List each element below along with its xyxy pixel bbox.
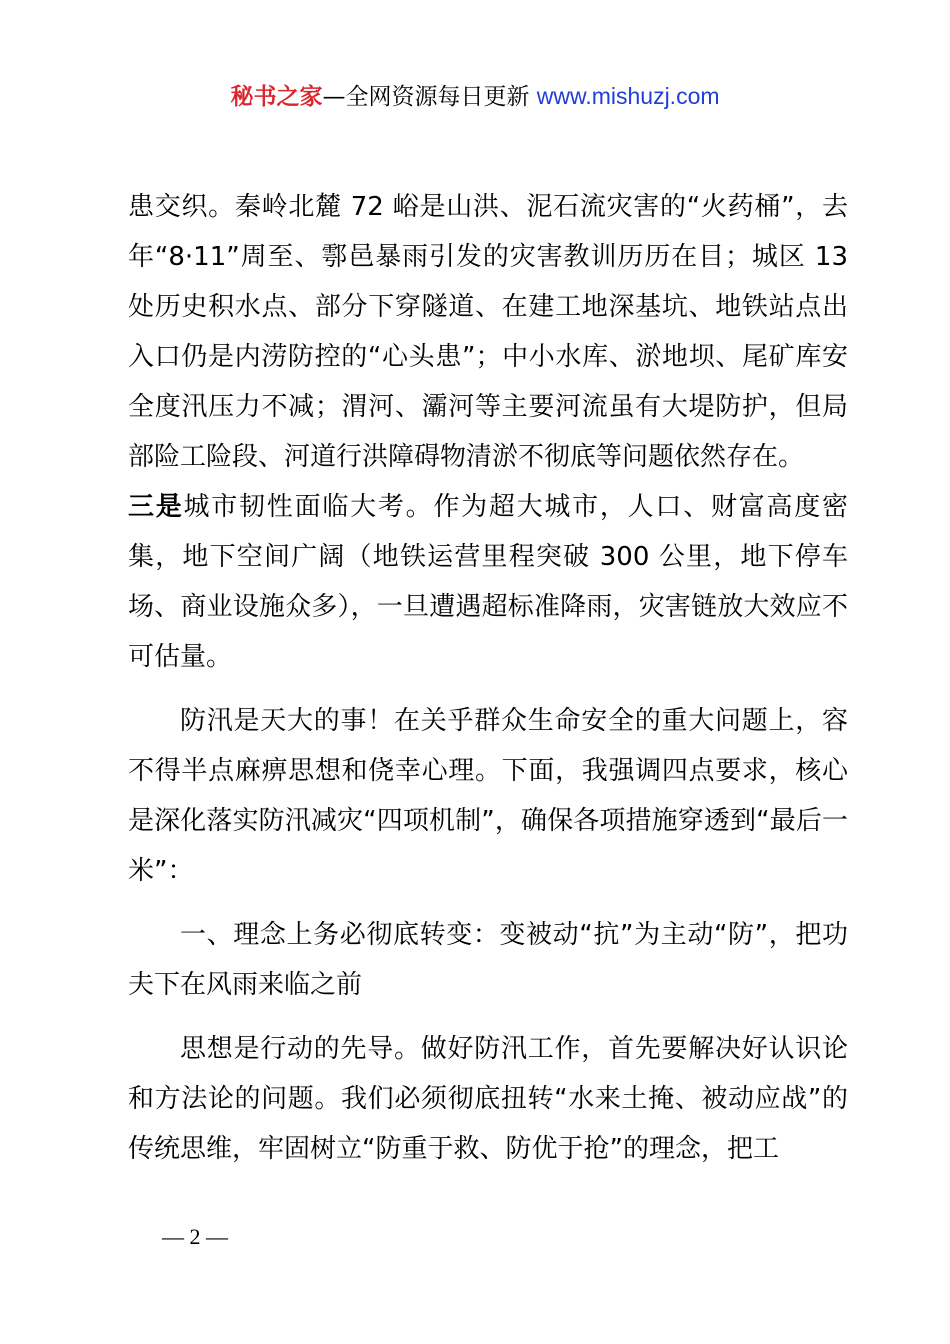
- page-number: — 2 —: [162, 1224, 228, 1249]
- header-tagline: —全网资源每日更新: [322, 84, 537, 110]
- paragraph-third-point: [128, 482, 848, 682]
- document-body: [128, 182, 848, 1174]
- paragraph-third-point-text: 城市韧性面临大考。作为超大城市，人口、财富高度密集，地下空间广阔（地铁运营里程突破 300 公里，地下停车场、商业设施众多），一旦遭遇超标准降雨，灾害链放大效应不可估量。: [128, 492, 848, 672]
- paragraph-continuation: 患交织。秦岭北麓 72 峪是山洪、泥石流灾害的“火药桶”，去年“8·11”周至、鄠邑暴雨引发的灾害教训历历在目；城区 13 处历史积水点、部分下穿隧道、在建工地深基坑、地铁站点出入口仍是内涝防控的“心头患”；中小水库、淤地坝、尾矿库安全度汛压力不减；渭河、灞河等主要河流虽有大堤防护，但局部险工险段、河道行洪障碍物清淤不彻底等问题依然存在。: [128, 192, 848, 472]
- section-heading: 一、理念上务必彻底转变：变被动“抗”为主动“防”，把功夫下在风雨来临之前: [128, 920, 848, 1000]
- paragraph-lead: 三是: [128, 492, 184, 522]
- page-header: [0, 80, 950, 113]
- paragraph-section-body: 思想是行动的先导。做好防汛工作，首先要解决好认识论和方法论的问题。我们必须彻底扭转“水来土掩、被动应战”的传统思维，牢固树立“防重于救、防优于抢”的理念，把工: [128, 1034, 848, 1164]
- paragraph-intro: 防汛是天大的事！在关乎群众生命安全的重大问题上，容不得半点麻痹思想和侥幸心理。下面，我强调四点要求，核心是深化落实防汛减灾“四项机制”，确保各项措施穿透到“最后一米”：: [128, 706, 848, 886]
- website-link[interactable]: www.mishuzj.com: [536, 83, 720, 109]
- brand-name: 秘书之家: [230, 84, 323, 110]
